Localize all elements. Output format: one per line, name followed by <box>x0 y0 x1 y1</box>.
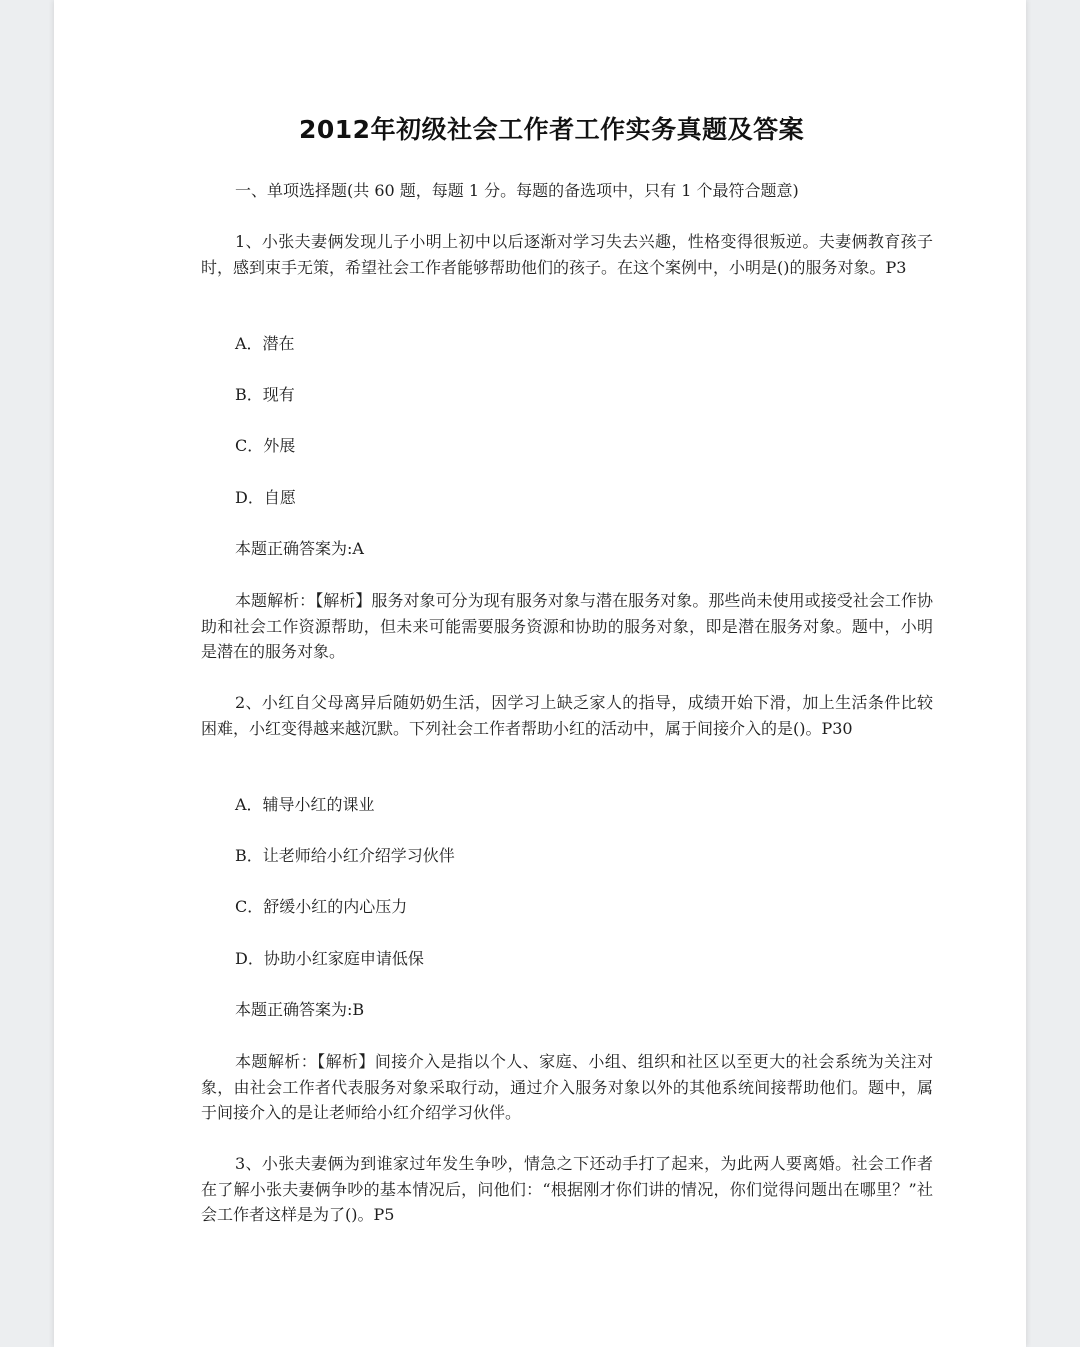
question-2-answer: 本题正确答案为:B <box>235 1000 365 1019</box>
question-2-option-a: A．辅导小红的课业 <box>235 795 375 814</box>
question-2-option-b: B．让老师给小红介绍学习伙伴 <box>235 846 455 865</box>
question-1-analysis: 本题解析：【解析】服务对象可分为现有服务对象与潜在服务对象。那些尚未使用或接受社会工作协助和社会工作资源帮助，但未来可能需要服务资源和协助的服务对象，即是潜在服务对象。题中，小明是潜在的服务对象。 <box>201 591 933 661</box>
question-3-stem: 3、小张夫妻俩为到谁家过年发生争吵，情急之下还动手打了起来，为此两人要离婚。社会工作者在了解小张夫妻俩争吵的基本情况后，问他们：“根据刚才你们讲的情况，你们觉得问题出在哪里？”社会工作者这样是为了()。P5 <box>201 1154 933 1224</box>
section-heading: 一、单项选择题(共 60 题，每题 1 分。每题的备选项中，只有 1 个最符合题意) <box>235 181 799 200</box>
question-1-option-b: B．现有 <box>235 385 295 404</box>
question-1-option-d: D．自愿 <box>235 488 296 507</box>
question-1-option-c: C．外展 <box>235 436 296 455</box>
question-2-stem: 2、小红自父母离异后随奶奶生活，因学习上缺乏家人的指导，成绩开始下滑，加上生活条件比较困难，小红变得越来越沉默。下列社会工作者帮助小红的活动中，属于间接介入的是()。P30 <box>201 693 933 738</box>
question-1-answer: 本题正确答案为:A <box>235 539 364 558</box>
document-page <box>54 0 1026 1347</box>
question-1-stem: 1、小张夫妻俩发现儿子小明上初中以后逐渐对学习失去兴趣，性格变得很叛逆。夫妻俩教育孩子时，感到束手无策，希望社会工作者能够帮助他们的孩子。在这个案例中，小明是()的服务对象。P3 <box>201 232 933 277</box>
question-2-analysis: 本题解析：【解析】间接介入是指以个人、家庭、小组、组织和社区以至更大的社会系统为关注对象，由社会工作者代表服务对象采取行动，通过介入服务对象以外的其他系统间接帮助他们。题中，属于间接介入的是让老师给小红介绍学习伙伴。 <box>201 1052 933 1122</box>
question-2-option-d: D．协助小红家庭申请低保 <box>235 949 424 968</box>
question-1-option-a: A．潜在 <box>235 334 295 353</box>
question-2-option-c: C．舒缓小红的内心压力 <box>235 897 408 916</box>
document-title: 2012年初级社会工作者工作实务真题及答案 <box>299 115 805 144</box>
